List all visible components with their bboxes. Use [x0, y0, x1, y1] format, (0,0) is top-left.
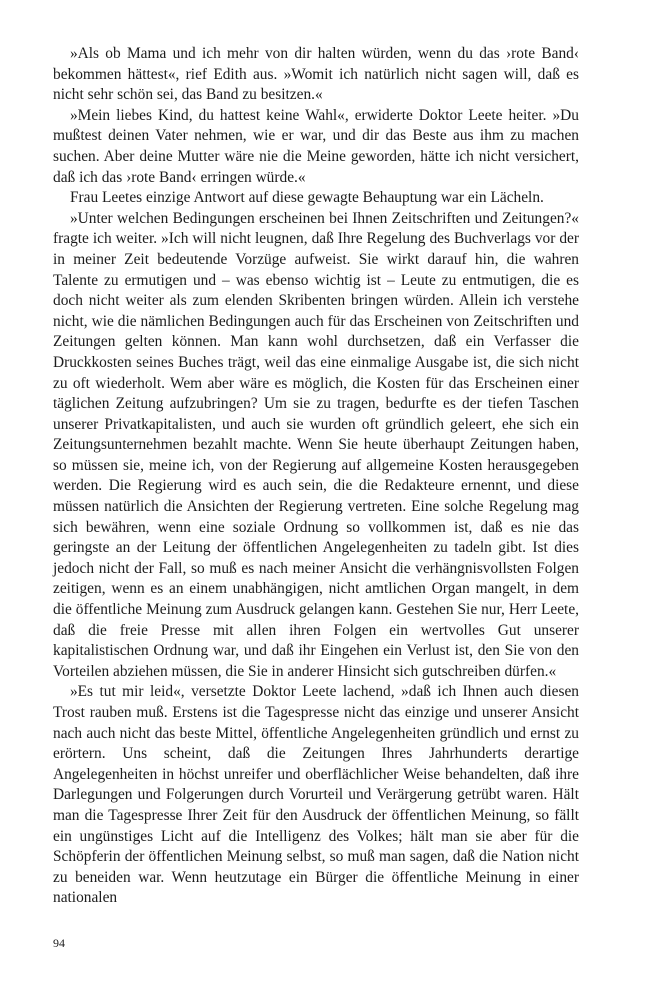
paragraph-3: Frau Leetes einzige Antwort auf diese gewagte Behauptung war ein Lächeln. — [69, 189, 544, 207]
paragraph-4: »Unter welchen Bedingungen erscheinen bei Ihnen Zeitschriften und Zeitungen?« fragte ich weiter. »Ich will nicht leugnen, daß Ihre Regelung des Buchverlags vor der in meiner Zeit bedeutende Vorzüge aufweist. Sie wirkt darauf hin, die wahren Talente zu ermutigen und – was ebenso wichtig ist – Leute zu entmutigen, die es doch nicht weiter als zum elenden Skribenten bringen würden. Allein ich verstehe nicht, wie die nämlichen Bedingungen auch für das Erscheinen von Zeitschriften und Zeitungen gelten können. Man kann wohl durchsetzen, daß ein Verfasser die Druckkosten seines Buches trägt, weil das eine einmalige Ausgabe ist, die sich nicht zu oft wiederholt. Wem aber wäre es möglich, die Kosten für das Erscheinen einer täglichen Zeitung aufzubringen? Um sie zu tragen, bedurfte es der tiefen Taschen unserer Privatkapitalisten, und auch sie wurden oft gründlich geleert, ehe sich ein Zeitungsunternehmen bezahlt machte. Wenn Sie heute überhaupt Zeitungen haben, so müssen sie, meine ich, von der Regierung auf allgemeine Kosten herausgegeben werden. Die Regierung wird es auch sein, die die Redakteure ernennt, und diese müssen natürlich die Ansichten der Regierung vertreten. Eine solche Regelung mag sich bewähren, wenn eine soziale Ordnung so vollkommen ist, daß es nie das geringste an der Leitung der öffentlichen Angelegenheiten zu tadeln gibt. Ist dies jedoch nicht der Fall, so muß es nach meiner Ansicht die verhängnisvollsten Folgen zeitigen, wenn es an einem unabhängigen, nicht amtlichen Organ mangelt, in dem die öffentliche Meinung zum Ausdruck gelangen kann. Gestehen Sie nur, Herr Leete, daß die freie Presse mit allen ihren Folgen ein wertvolles Gut unserer kapitalistischen Ordnung war, und daß ihr Eingehen ein Verlust ist, den Sie von den Vorteilen abziehen müssen, die Sie in anderer Hinsicht sich gutschreiben dürfen.« — [53, 209, 579, 680]
book-page — [53, 44, 579, 909]
page-number: 94 — [53, 936, 65, 950]
paragraph-5: »Es tut mir leid«, versetzte Doktor Leete lachend, »daß ich Ihnen auch diesen Trost rauben muß. Erstens ist die Tagespresse nicht das einzige und unserer Ansicht nach auch nicht das beste Mittel, öffentliche Angelegenheiten gründlich und ernst zu erörtern. Uns scheint, daß die Zeitungen Ihres Jahrhunderts derartige Angelegenheiten in höchst unreifer und oberflächlicher Weise behandelten, daß ihre Darlegungen und Folgerungen durch Vorurteil und Verärgerung getrübt waren. Hält man die Tagespresse Ihrer Zeit für den Ausdruck der öffentlichen Meinung, so fällt ein ungünstiges Licht auf die Intelligenz des Volkes; hält man sie aber für die Schöpferin der öffentlichen Meinung selbst, so muß man sagen, daß die Nation nicht zu beneiden war. Wenn heutzutage ein Bürger die öffentliche Meinung in einer nationalen — [53, 683, 579, 907]
paragraph-1: »Als ob Mama und ich mehr von dir halten würden, wenn du das ›rote Band‹ bekommen hättest«, rief Edith aus. »Womit ich natürlich nicht sagen will, daß es nicht sehr schön sei, das Band zu besitzen.« — [53, 45, 579, 104]
paragraph-2: »Mein liebes Kind, du hattest keine Wahl«, erwiderte Doktor Leete heiter. »Du mußtest deinen Vater nehmen, wie er war, und dir das Beste aus ihm zu machen suchen. Aber deine Mutter wäre nie die Meine geworden, hätte ich nicht versichert, daß ich das ›rote Band‹ erringen würde.« — [53, 106, 579, 186]
body-text — [53, 44, 579, 909]
